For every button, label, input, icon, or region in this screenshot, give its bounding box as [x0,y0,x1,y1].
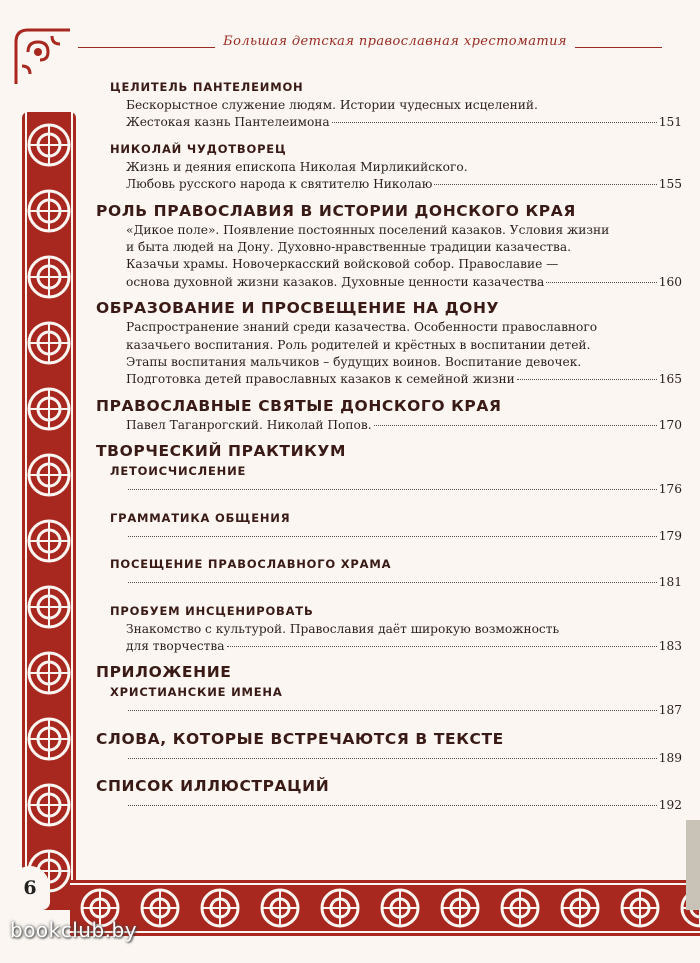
corner-ornament [8,22,78,92]
toc-entry-education [96,297,682,389]
page-edge [686,820,700,910]
toc-entry-appendix [96,661,682,719]
entry-text: «Дикое поле». Появление постоянных поселений казаков. Условия жизни [126,222,610,237]
leader-dots [128,488,657,490]
entry-text: Знакомство с культурой. Православия даёт широкую возможность [126,621,560,636]
leader-dots [434,183,656,185]
entry-title: НИКОЛАЙ ЧУДОТВОРЕЦ [110,141,287,156]
toc-entry-words [96,728,682,767]
entry-text: Павел Таганрогский. Николай Попов. [126,417,372,432]
watermark: bookclub.by [10,918,138,942]
entry-title: ПОСЕЩЕНИЕ ПРАВОСЛАВНОГО ХРАМА [110,557,392,572]
entry-title: ЛЕТОИСЧИСЛЕНИЕ [110,464,247,479]
leader-dots [128,535,657,537]
entry-text: Любовь русского народа к святителю Николаю [126,177,433,192]
bottom-ornament-border [70,880,700,936]
chapter-title: ОБРАЗОВАНИЕ И ПРОСВЕЩЕНИЕ НА ДОНУ [96,299,500,318]
toc-entry-role [96,200,682,292]
table-of-contents [96,78,682,815]
page-ref: 181 [658,575,682,590]
page-ref: 176 [658,482,682,497]
page-ref: 151 [658,115,682,130]
left-ornament-border [22,112,76,910]
entry-text: Бескорыстное служение людям. Истории чудесных исцелений. [126,98,538,112]
entry-text: Жестокая казнь Пантелеимона [126,115,330,130]
entry-text: Казачьи храмы. Новочеркасский войсковой собор. Православие — [126,257,559,272]
entry-text: для творчества [126,638,225,653]
chapter-title: ТВОРЧЕСКИЙ ПРАКТИКУМ [96,442,347,461]
entry-text: и быта людей на Дону. Духовно-нравственные традиции казачества. [126,240,572,255]
toc-entry-workshop [96,440,682,655]
page-ref: 165 [658,372,682,387]
leader-dots [128,581,657,583]
toc-entry-nikolai [96,140,682,194]
entry-title: ЦЕЛИТЕЛЬ ПАНТЕЛЕИМОН [110,80,304,94]
page-ref: 170 [658,417,682,432]
entry-title: ГРАММАТИКА ОБЩЕНИЯ [110,510,291,525]
page-ref: 183 [658,638,682,653]
leader-dots [517,378,657,380]
entry-text: казачьего воспитания. Роль родителей и крёстных в воспитании детей. [126,337,591,352]
running-head: Большая детская православная хрестоматия [215,34,575,49]
page-number: 6 [10,866,50,910]
page-ref: 160 [658,274,682,289]
entry-text: основа духовной жизни казаков. Духовные ценности казачества [126,274,545,289]
leader-dots [128,709,657,711]
entry-text: Подготовка детей православных казаков к семейной жизни [126,372,515,387]
entry-title: ХРИСТИАНСКИЕ ИМЕНА [110,685,283,700]
entry-text: Жизнь и деяния епископа Николая Мирликийского. [126,159,468,174]
page-ref: 187 [658,703,682,718]
page-ref: 189 [658,750,682,765]
chapter-title: ПРИЛОЖЕНИЕ [96,663,232,682]
chapter-title: РОЛЬ ПРАВОСЛАВИЯ В ИСТОРИИ ДОНСКОГО КРАЯ [96,201,576,220]
chapter-title: СЛОВА, КОТОРЫЕ ВСТРЕЧАЮТСЯ В ТЕКСТЕ [96,729,504,748]
leader-dots [546,281,656,283]
leader-dots [374,424,657,426]
leader-dots [332,121,657,123]
toc-entry-panteleimon [96,78,682,132]
chapter-title: СПИСОК ИЛЛЮСТРАЦИЙ [96,777,330,796]
entry-text: Распространение знаний среди казачества. Особенности православного [126,320,598,335]
leader-dots [128,757,657,759]
leader-dots [128,804,657,806]
toc-entry-illustrations [96,775,682,814]
entry-title: ПРОБУЕМ ИНСЦЕНИРОВАТЬ [110,603,314,618]
page-ref: 192 [658,798,682,813]
leader-dots [227,645,657,647]
page-ref: 155 [658,177,682,192]
toc-entry-saints [96,395,682,434]
page-ref: 179 [658,528,682,543]
chapter-title: ПРАВОСЛАВНЫЕ СВЯТЫЕ ДОНСКОГО КРАЯ [96,396,502,415]
entry-text: Этапы воспитания мальчиков – будущих воинов. Воспитание девочек. [126,355,582,370]
